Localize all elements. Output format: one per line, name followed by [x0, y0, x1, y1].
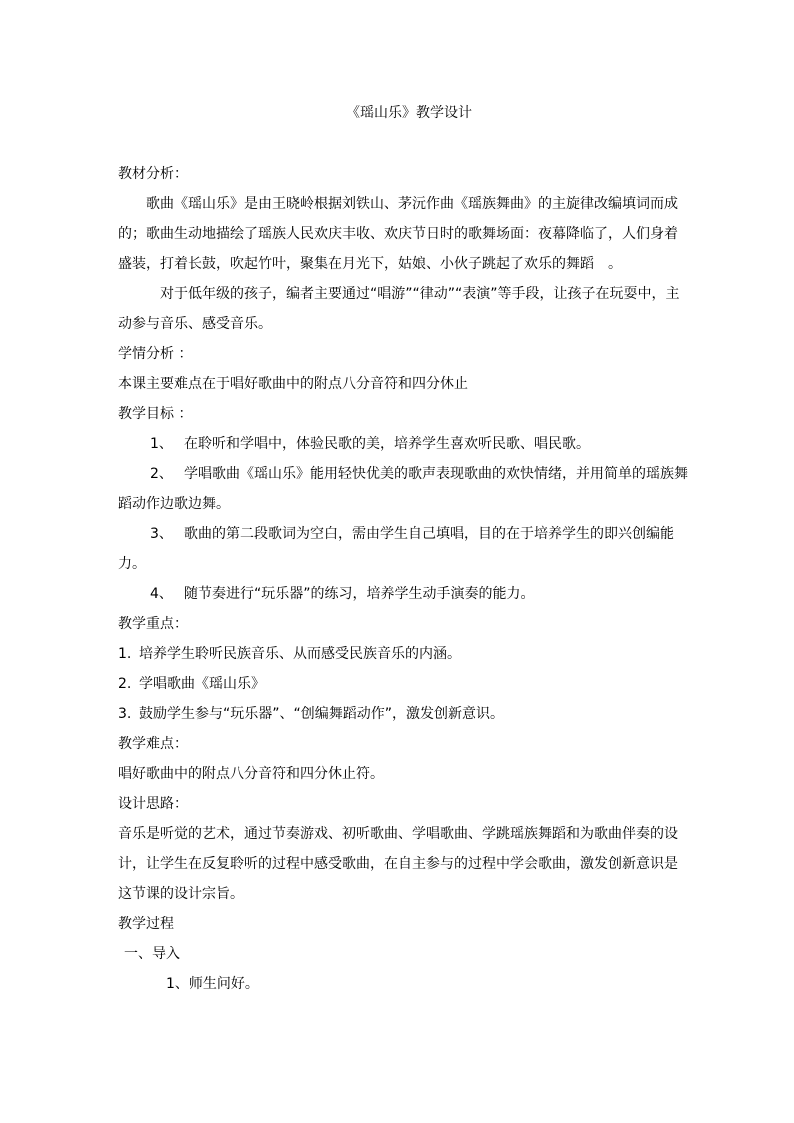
- goal-item: [118, 429, 690, 459]
- goal-number: 2、: [150, 466, 173, 482]
- process-step-1: 1、师生问好。: [166, 976, 259, 992]
- key-points-heading: 教学重点：: [118, 616, 188, 632]
- goal-number: 1、: [150, 436, 173, 452]
- material-paragraph-2: 对于低年级的孩子，编者主要通过“唱游”“律动”“表演”等手段，让孩子在玩耍中，主动参与音乐、感受音乐。: [118, 286, 680, 332]
- students-heading: 学情分析 ：: [118, 346, 193, 362]
- key-point-text: 鼓励学生参与“玩乐器”、“创编舞蹈动作”，激发创新意识。: [139, 706, 505, 722]
- students-text: 本课主要难点在于唱好歌曲中的附点八分音符和四分休止: [118, 376, 468, 392]
- key-point-item: [118, 639, 690, 669]
- key-point-item: [118, 699, 690, 729]
- key-point-text: 培养学生聆听民族音乐、从而感受民族音乐的内涵。: [139, 646, 461, 662]
- goal-text: 学唱歌曲《瑶山乐》能用轻快优美的歌声表现歌曲的欢快情绪，并用简单的瑶族舞蹈动作边歌边舞。: [118, 466, 688, 512]
- goal-number: 4、: [150, 586, 173, 602]
- process-part-1: 一、导入: [124, 946, 180, 962]
- goal-number: 3、: [150, 526, 173, 542]
- material-heading: 教材分析：: [118, 166, 188, 182]
- goal-text: 歌曲的第二段歌词为空白，需由学生自己填唱，目的在于培养学生的即兴创编能力。: [118, 526, 674, 572]
- key-point-number: 3.: [118, 706, 132, 722]
- material-paragraph-1: 歌曲《瑶山乐》是由王晓岭根据刘铁山、茅沅作曲《瑶族舞曲》的主旋律改编填词而成的；歌曲生动地描绘了瑶族人民欢庆丰收、欢庆节日时的歌舞场面：夜幕降临了，人们身着盛装，打着长鼓，吹起竹叶，聚集在月光下，姑娘、小伙子跳起了欢乐的舞蹈 。: [118, 196, 678, 272]
- goal-item: [118, 459, 690, 519]
- design-text: 音乐是听觉的艺术，通过节奏游戏、初听歌曲、学唱歌曲、学跳瑶族舞蹈和为歌曲伴奏的设计，让学生在反复聆听的过程中感受歌曲，在自主参与的过程中学会歌曲，激发创新意识是这节课的设计宗旨。: [118, 826, 678, 902]
- goal-text: 随节奏进行“玩乐器”的练习，培养学生动手演奏的能力。: [184, 586, 535, 602]
- key-point-number: 2.: [118, 676, 132, 692]
- key-point-item: [118, 669, 690, 699]
- design-heading: 设计思路：: [118, 796, 188, 812]
- difficulties-heading: 教学难点：: [118, 736, 188, 752]
- key-point-text: 学唱歌曲《瑶山乐》: [139, 676, 265, 692]
- goals-heading: 教学目标 ：: [118, 406, 193, 422]
- goal-text: 在聆听和学唱中，体验民歌的美，培养学生喜欢听民歌、唱民歌。: [184, 436, 590, 452]
- document-body: [118, 98, 690, 999]
- difficulties-text: 唱好歌曲中的附点八分音符和四分休止符。: [118, 766, 384, 782]
- goal-item: [118, 519, 690, 579]
- key-point-number: 1.: [118, 646, 132, 662]
- document-title: 《瑶山乐》教学设计: [346, 105, 472, 121]
- process-heading: 教学过程: [118, 916, 174, 932]
- goal-item: [118, 579, 690, 609]
